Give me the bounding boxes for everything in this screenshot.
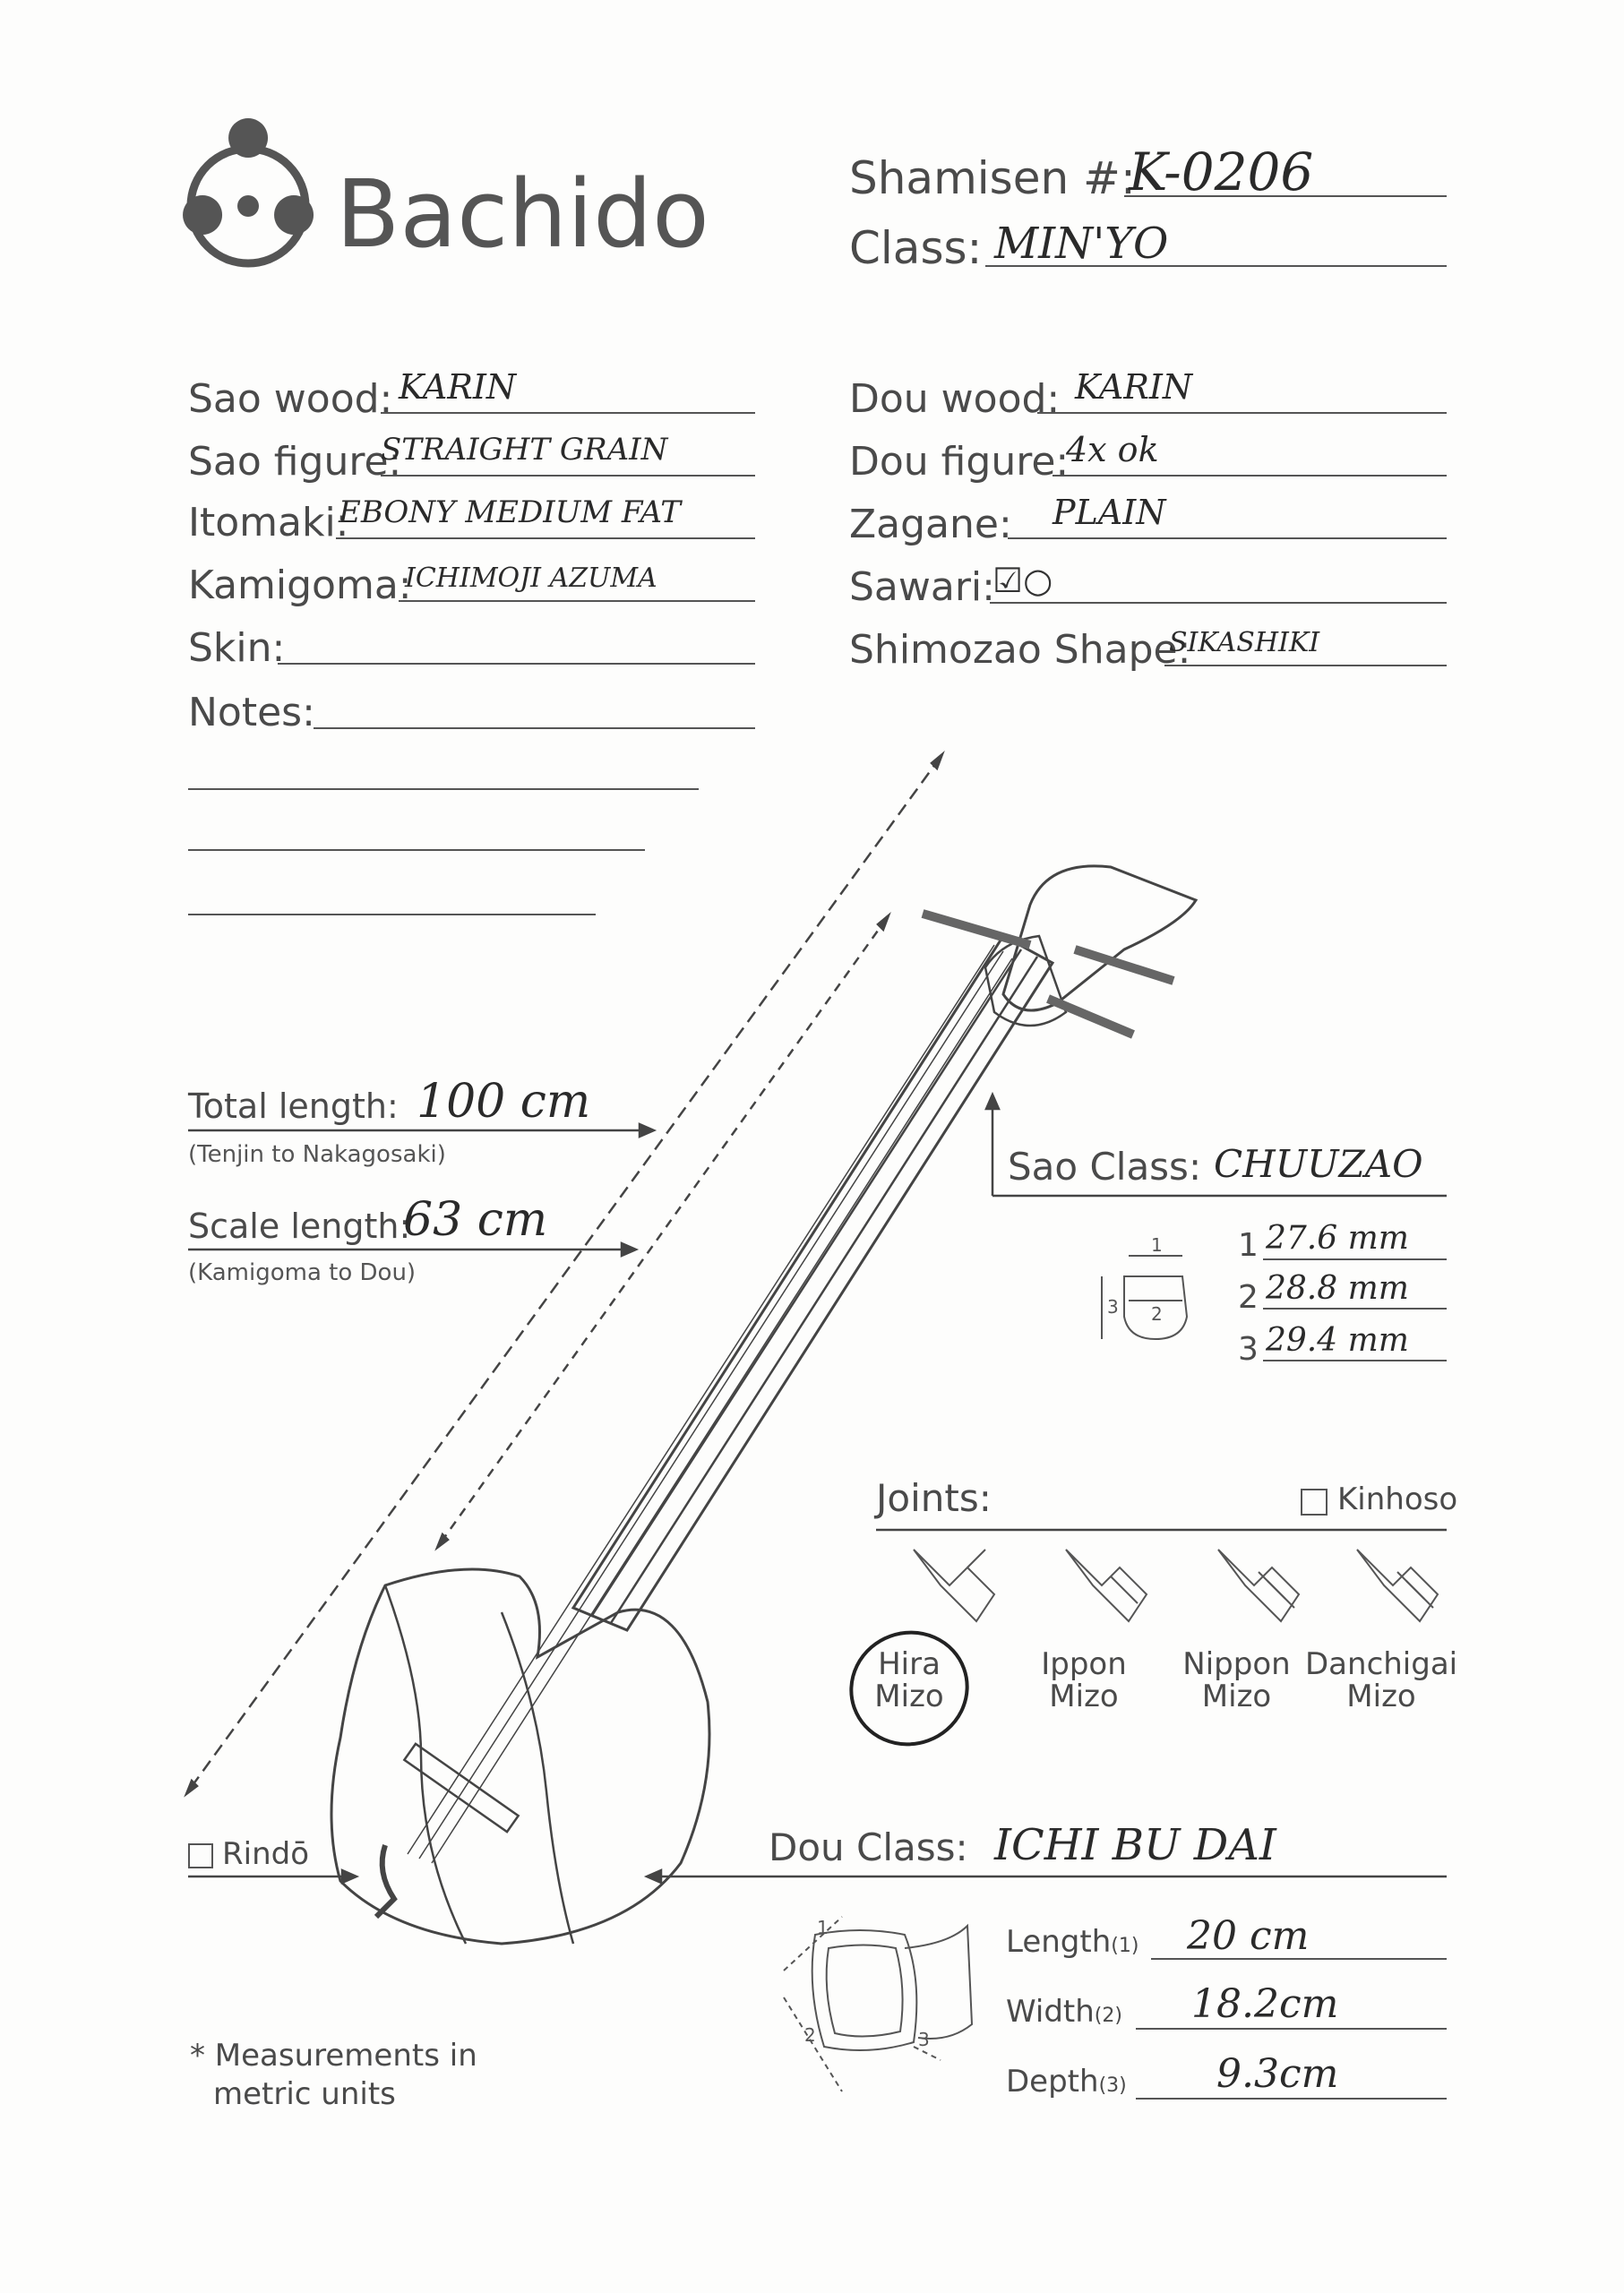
skin-label: Skin: — [188, 625, 286, 671]
dou-length-value: 20 cm — [1187, 1913, 1310, 1959]
sao-wood-value: KARIN — [399, 367, 517, 407]
notes-label: Notes: — [188, 690, 315, 735]
sao-measure-3-line — [1263, 1360, 1447, 1361]
joints-label: Joints: — [876, 1476, 992, 1520]
dou-width-value: 18.2cm — [1191, 1981, 1339, 2027]
sao-class-value: CHUUZAO — [1214, 1142, 1423, 1186]
sao-measure-1-value: 27.6 mm — [1266, 1220, 1409, 1257]
sawari-value: ☑○ — [992, 561, 1053, 600]
sao-diagram-label-2: 2 — [1151, 1303, 1163, 1325]
sao-measure-2-line — [1263, 1308, 1447, 1310]
zagane-value: PLAIN — [1053, 493, 1166, 532]
kamigoma-value: ICHIMOJI AZUMA — [405, 563, 657, 594]
joint-danchigai-mizo[interactable] — [1305, 1648, 1457, 1713]
dou-depth-value: 9.3cm — [1216, 2051, 1339, 2097]
dou-width-num: (2) — [1094, 2005, 1122, 2027]
joint-hira-mizo[interactable] — [860, 1648, 958, 1713]
sao-figure-line — [381, 475, 755, 477]
notes-line-4 — [188, 914, 596, 915]
notes-line-2 — [188, 788, 699, 790]
rindo-label: Rindō — [222, 1836, 310, 1872]
dou-diagram-label-3: 3 — [918, 2029, 930, 2050]
dou-width-label — [1006, 1994, 1122, 2030]
total-length-label: Total length: — [188, 1086, 399, 1126]
joint-ippon-mizo[interactable] — [1035, 1648, 1133, 1713]
dou-wood-value: KARIN — [1075, 367, 1193, 407]
kamigoma-label: Kamigoma: — [188, 563, 412, 608]
dou-depth-text: Depth — [1006, 2064, 1099, 2100]
sao-measure-2-num: 2 — [1238, 1279, 1259, 1316]
scale-length-label: Scale length: — [188, 1207, 411, 1246]
nippon-mizo-joint-icon — [1218, 1550, 1299, 1621]
kinhoso-label: Kinhoso — [1337, 1481, 1458, 1517]
sao-class-label: Sao Class: — [1008, 1145, 1202, 1189]
joint-nippon-line1: Nippon — [1182, 1646, 1291, 1682]
dou-depth-num: (3) — [1098, 2074, 1127, 2097]
zagane-line — [1008, 537, 1447, 539]
joint-hira-line1: Hira — [878, 1646, 941, 1682]
shimozao-shape-value: SIKASHIKI — [1169, 627, 1320, 658]
joint-nippon-mizo[interactable] — [1181, 1648, 1293, 1713]
sao-wood-label: Sao wood: — [188, 376, 393, 422]
hira-mizo-joint-icon — [914, 1550, 994, 1621]
dou-figure-value: 4x ok — [1066, 430, 1159, 469]
dou-width-text: Width — [1006, 1994, 1095, 2030]
sao-measure-3-value: 29.4 mm — [1266, 1322, 1409, 1359]
sao-measure-1-line — [1263, 1258, 1447, 1260]
shamisen-number-value: K-0206 — [1129, 142, 1314, 202]
joint-danchigai-line2: Mizo — [1346, 1679, 1416, 1714]
sao-figure-label: Sao figure: — [188, 439, 402, 485]
sao-measure-1-num: 1 — [1238, 1227, 1259, 1264]
dou-diagram-label-1: 1 — [817, 1917, 829, 1938]
itomaki-value: EBONY MEDIUM FAT — [339, 494, 681, 530]
rindo-checkbox[interactable] — [188, 1843, 213, 1868]
shimozao-shape-line — [1164, 665, 1447, 666]
dou-length-label — [1006, 1924, 1139, 1960]
dou-figure-label: Dou figure: — [849, 439, 1070, 485]
dou-depth-line — [1136, 2098, 1447, 2100]
dou-wood-line — [1037, 412, 1447, 414]
notes-line — [314, 727, 755, 729]
dou-length-text: Length — [1006, 1924, 1112, 1960]
joint-ippon-line1: Ippon — [1041, 1646, 1127, 1682]
dou-diagram-label-2: 2 — [804, 2024, 816, 2046]
joint-nippon-line2: Mizo — [1201, 1679, 1272, 1714]
shimozao-shape-label: Shimozao Shape: — [849, 627, 1191, 673]
sao-measure-2-value: 28.8 mm — [1266, 1270, 1409, 1307]
joint-ippon-line2: Mizo — [1049, 1679, 1119, 1714]
scale-length-sub: (Kamigoma to Dou) — [188, 1259, 417, 1286]
sao-measure-3-num: 3 — [1238, 1331, 1259, 1368]
dou-depth-label — [1006, 2064, 1127, 2100]
itomaki-label: Itomaki: — [188, 500, 349, 545]
joint-danchigai-line1: Danchigai — [1305, 1646, 1458, 1682]
zagane-label: Zagane: — [849, 502, 1012, 547]
brand-name: Bachido — [336, 159, 709, 269]
dou-length-num: (1) — [1111, 1935, 1139, 1957]
sao-figure-value: STRAIGHT GRAIN — [381, 432, 668, 468]
footnote-line2: metric units — [213, 2076, 396, 2112]
skin-line — [278, 663, 755, 665]
sawari-line — [990, 602, 1447, 604]
class-label: Class: — [849, 222, 983, 274]
class-value: MIN'YO — [994, 219, 1169, 269]
ippon-mizo-joint-icon — [1066, 1550, 1147, 1621]
sao-diagram-label-1: 1 — [1151, 1234, 1163, 1256]
kamigoma-line — [399, 600, 755, 602]
shamisen-number-label: Shamisen #: — [849, 152, 1136, 204]
total-length-sub: (Tenjin to Nakagosaki) — [188, 1141, 446, 1168]
sao-wood-line — [381, 412, 755, 414]
footnote-line1: * Measurements in — [190, 2038, 477, 2074]
joint-hira-line2: Mizo — [874, 1679, 944, 1714]
itomaki-line — [336, 537, 755, 539]
dou-class-value: ICHI BU DAI — [994, 1820, 1276, 1870]
dou-wood-label: Dou wood: — [849, 376, 1061, 422]
dou-width-line — [1136, 2028, 1447, 2030]
notes-line-3 — [188, 849, 645, 851]
sao-diagram-label-3: 3 — [1107, 1296, 1119, 1318]
scale-length-value: 63 cm — [403, 1193, 548, 1247]
danchigai-mizo-joint-icon — [1357, 1550, 1438, 1621]
total-length-value: 100 cm — [417, 1075, 591, 1129]
sawari-label: Sawari: — [849, 564, 995, 610]
dou-class-label: Dou Class: — [769, 1825, 968, 1869]
kinhoso-checkbox[interactable] — [1301, 1489, 1328, 1516]
dou-figure-line — [1053, 475, 1447, 477]
